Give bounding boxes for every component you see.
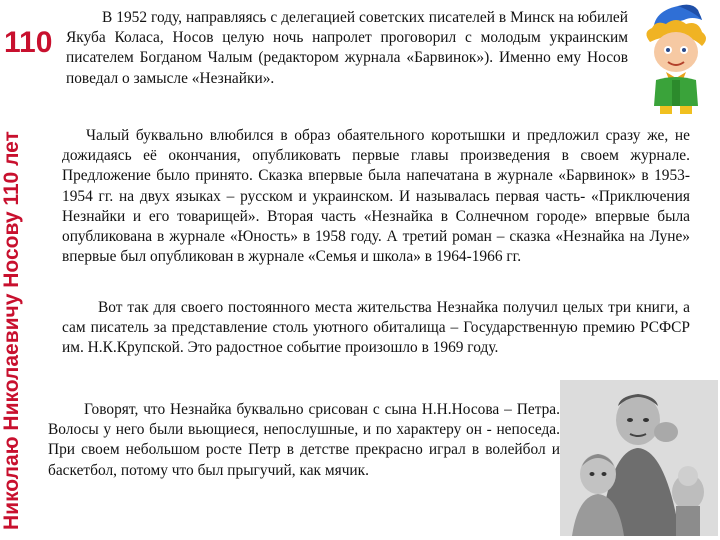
paragraph-1 — [66, 8, 628, 89]
page-number: 110 — [4, 26, 53, 59]
paragraph-2 — [62, 126, 690, 267]
cartoon-character-icon — [632, 2, 716, 114]
paragraph-3 — [62, 298, 690, 359]
paragraph-4-text: Говорят, что Незнайка буквально срисован с сына Н.Н.Носова – Петра. Волосы у него были вьющиеся, непослушные, и по характеру он - непоседа. При своем небольшом росте Петр в детстве прекрасно играл в волейбол и баскетбол, потому что был прыгучий, как мячик. — [48, 401, 560, 479]
photo-writer-with-child — [560, 380, 718, 536]
paragraph-1-text: В 1952 году, направляясь с делегацией советских писателей в Минск на юбилей Якуба Коласа, Носов целую ночь напролет проговорил с молодым украинским писателем Богданом Чалым (редактором журнала «Барвинок»). Именно ему Носов поведал о замысле «Незнайки». — [66, 9, 628, 87]
vertical-title: Николаю Николаевичу Носову 110 лет — [0, 131, 23, 530]
paragraph-4 — [48, 400, 560, 481]
paragraph-2-text: Чалый буквально влюбился в образ обаятельного коротышки и предложил сразу же, не дожидаясь её окончания, опубликовать первые главы произведения в своем журнале. Предложение было принято. Сказка впервые была напечатана в журнале «Барвинок» в 1953-1954 гг. на двух языках – русском и украинском. И называлась первая часть- «Приключения Незнайки и его товарищей». Вторая часть «Незнайка в Солнечном городе» впервые была опубликована в журнале «Юность» в 1958 году. А третий роман – сказка «Незнайка на Луне» впервые был опубликован в журнале «Семья и школа» в 1964-1966 гг. — [62, 127, 690, 266]
paragraph-3-text: Вот так для своего постоянного места жительства Незнайка получил целых три книги, а сам писатель за представление столь уютного обиталища – Государственную премию РСФСР им. Н.К.Крупской. Это радостное событие произошло в 1969 году. — [62, 299, 690, 357]
